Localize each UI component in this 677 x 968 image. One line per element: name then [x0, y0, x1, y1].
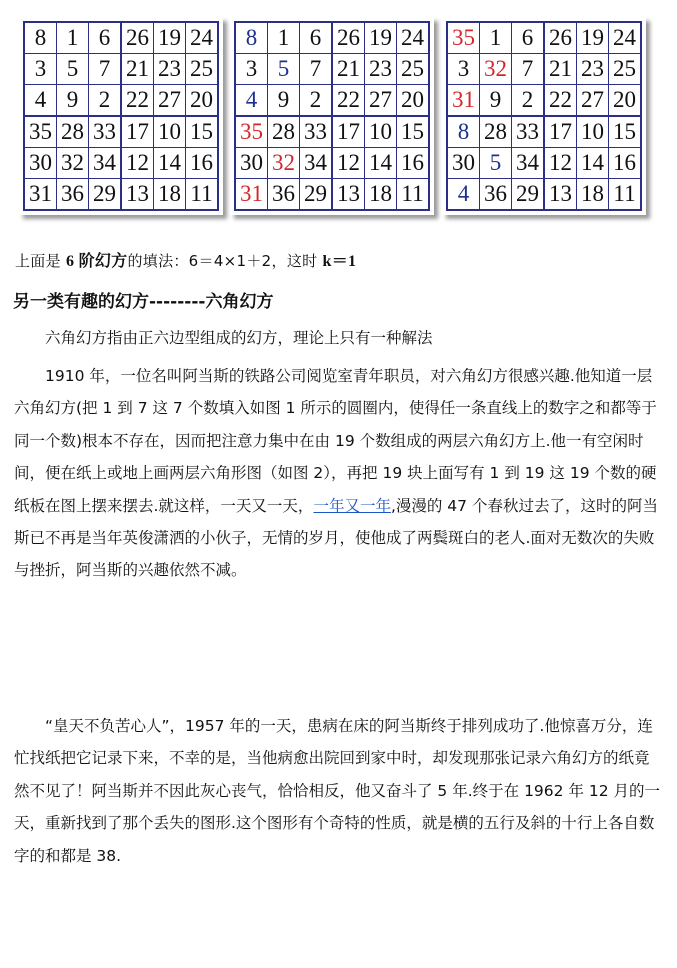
- grid-row: [447, 116, 641, 148]
- grid-cell: 4: [235, 85, 268, 117]
- grid-cell: 19: [154, 22, 186, 54]
- grid-cell: 6: [89, 22, 122, 54]
- grid-cell: 26: [544, 22, 577, 54]
- grid-cell: 6: [512, 22, 545, 54]
- grid-cell: 27: [577, 85, 609, 117]
- grid-row: [235, 148, 429, 179]
- grid-cell: 2: [512, 85, 545, 117]
- grid-cell: 11: [397, 179, 430, 211]
- grid-table: [446, 21, 642, 211]
- grid-cell: 23: [577, 54, 609, 85]
- grid-row: [235, 85, 429, 117]
- grid-cell: 28: [268, 116, 300, 148]
- grid-cell: 33: [300, 116, 333, 148]
- grid-cell: 22: [121, 85, 154, 117]
- grid-cell: 15: [609, 116, 642, 148]
- grid-cell: 26: [121, 22, 154, 54]
- grid-cell: 31: [24, 179, 57, 211]
- grid-cell: 9: [57, 85, 89, 117]
- grid-cell: 10: [577, 116, 609, 148]
- grid-cell: 28: [480, 116, 512, 148]
- grid-cell: 31: [447, 85, 480, 117]
- grid-cell: 7: [300, 54, 333, 85]
- grid-cell: 29: [89, 179, 122, 211]
- grid-cell: 6: [300, 22, 333, 54]
- grid-cell: 5: [480, 148, 512, 179]
- grid-row: [447, 22, 641, 54]
- grid-cell: 19: [365, 22, 397, 54]
- grid-cell: 17: [332, 116, 365, 148]
- grid-cell: 20: [186, 85, 219, 117]
- grid-cell: 10: [365, 116, 397, 148]
- grid-row: [24, 148, 218, 179]
- grid-cell: 19: [577, 22, 609, 54]
- grid-cell: 15: [397, 116, 430, 148]
- grid-cell: 29: [300, 179, 333, 211]
- grid-cell: 24: [397, 22, 430, 54]
- grid-cell: 8: [447, 116, 480, 148]
- grid-row: [447, 85, 641, 117]
- grid-row: [447, 54, 641, 85]
- grid-cell: 5: [268, 54, 300, 85]
- grid-cell: 35: [24, 116, 57, 148]
- magic-square-3: [442, 17, 646, 215]
- grid-cell: 36: [268, 179, 300, 211]
- grid-cell: 3: [235, 54, 268, 85]
- grid-cell: 30: [447, 148, 480, 179]
- grid-cell: 18: [577, 179, 609, 211]
- grid-row: [24, 179, 218, 211]
- story-text: [14, 360, 664, 587]
- grid-cell: 21: [121, 54, 154, 85]
- story-text-a: 1910 年，一位名叫阿当斯的铁路公司阅览室青年职员，对六角幻方很感兴趣.他知道一层六角幻方(把 1 到 7 这 7 个数填入如图 1 所示的圆圈内，使得任一条直线上的数字之和都等于同一个数)根本不存在，因而把注意力集中在由 19 个数组成的两层六角幻方上.他一有空闲时间，便在纸上或地上画两层六角形图（如图 2），再把 19 块上面写有 1 到 19 这 19 个数的硬纸板在图上摆来摆去.就这样，一天又一天，: [14, 367, 657, 515]
- grid-cell: 32: [480, 54, 512, 85]
- year-after-year-link[interactable]: 一年又一年: [313, 496, 391, 515]
- grid-cell: 11: [186, 179, 219, 211]
- grid-cell: 32: [57, 148, 89, 179]
- grid-cell: 7: [89, 54, 122, 85]
- grid-cell: 8: [24, 22, 57, 54]
- grid-cell: 9: [480, 85, 512, 117]
- grid-row: [447, 179, 641, 211]
- grid-cell: 17: [121, 116, 154, 148]
- grid-cell: 23: [365, 54, 397, 85]
- grid-cell: 22: [544, 85, 577, 117]
- story-paragraph: [14, 360, 664, 587]
- grid-row: [24, 22, 218, 54]
- grid-cell: 27: [365, 85, 397, 117]
- grid-cell: 17: [544, 116, 577, 148]
- caption-prefix: 上面是: [15, 252, 66, 270]
- grid-cell: 10: [154, 116, 186, 148]
- grid-cell: 13: [544, 179, 577, 211]
- grid-row: [24, 54, 218, 85]
- grid-table: [23, 21, 219, 211]
- grid-cell: 34: [300, 148, 333, 179]
- grid-table: [234, 21, 430, 211]
- ending-paragraph: [14, 710, 664, 872]
- grid-cell: 15: [186, 116, 219, 148]
- grid-cell: 11: [609, 179, 642, 211]
- magic-squares-figure: [0, 0, 677, 238]
- grid-row: [447, 148, 641, 179]
- grid-cell: 18: [154, 179, 186, 211]
- grid-cell: 13: [121, 179, 154, 211]
- grid-cell: 12: [121, 148, 154, 179]
- grid-cell: 25: [186, 54, 219, 85]
- figure-caption: [15, 248, 356, 271]
- grid-cell: 12: [544, 148, 577, 179]
- caption-middle: 的填法：6＝4×1＋2，这时: [127, 252, 323, 270]
- grid-cell: 18: [365, 179, 397, 211]
- grid-cell: 26: [332, 22, 365, 54]
- grid-cell: 14: [365, 148, 397, 179]
- grid-cell: 24: [609, 22, 642, 54]
- grid-cell: 33: [89, 116, 122, 148]
- grid-cell: 8: [235, 22, 268, 54]
- grid-cell: 1: [57, 22, 89, 54]
- grid-cell: 25: [609, 54, 642, 85]
- grid-cell: 20: [609, 85, 642, 117]
- grid-cell: 3: [24, 54, 57, 85]
- grid-cell: 4: [24, 85, 57, 117]
- intro-text: 六角幻方指由正六边型组成的幻方，理论上只有一种解法: [45, 329, 433, 347]
- grid-cell: 14: [154, 148, 186, 179]
- grid-cell: 24: [186, 22, 219, 54]
- caption-k: k＝1: [322, 253, 357, 270]
- grid-cell: 30: [24, 148, 57, 179]
- grid-cell: 12: [332, 148, 365, 179]
- grid-row: [235, 54, 429, 85]
- ending-text: “皇天不负苦心人”，1957 年的一天，患病在床的阿当斯终于排列成功了.他惊喜万分，连忙找纸把它记录下来，不幸的是，当他病愈出院回到家中时，却发现那张记录六角幻方的纸竟然不见了！阿当斯并不因此灰心丧气，恰恰相反，他又奋斗了 5 年.终于在 1962 年 12 月的一天，重新找到了那个丢失的图形.这个图形有个奇特的性质，就是横的五行及斜的十行上各自数字的和都是 38.: [14, 717, 661, 865]
- grid-cell: 36: [57, 179, 89, 211]
- grid-cell: 35: [235, 116, 268, 148]
- grid-cell: 23: [154, 54, 186, 85]
- grid-cell: 13: [332, 179, 365, 211]
- grid-cell: 3: [447, 54, 480, 85]
- grid-cell: 31: [235, 179, 268, 211]
- grid-cell: 29: [512, 179, 545, 211]
- magic-square-1: [19, 17, 223, 215]
- grid-cell: 14: [577, 148, 609, 179]
- grid-cell: 21: [332, 54, 365, 85]
- grid-cell: 20: [397, 85, 430, 117]
- grid-cell: 4: [447, 179, 480, 211]
- grid-cell: 36: [480, 179, 512, 211]
- grid-cell: 16: [397, 148, 430, 179]
- intro-paragraph: [14, 322, 664, 354]
- grid-row: [235, 116, 429, 148]
- grid-cell: 2: [89, 85, 122, 117]
- grid-cell: 21: [544, 54, 577, 85]
- grid-row: [235, 179, 429, 211]
- grid-cell: 35: [447, 22, 480, 54]
- grid-cell: 1: [268, 22, 300, 54]
- grid-row: [24, 116, 218, 148]
- grid-cell: 9: [268, 85, 300, 117]
- grid-cell: 28: [57, 116, 89, 148]
- grid-cell: 1: [480, 22, 512, 54]
- magic-square-2: [230, 17, 434, 215]
- grid-cell: 32: [268, 148, 300, 179]
- section-title: 另一类有趣的幻方--------六角幻方: [13, 292, 274, 312]
- grid-row: [24, 85, 218, 117]
- grid-cell: 22: [332, 85, 365, 117]
- grid-cell: 16: [609, 148, 642, 179]
- grid-cell: 2: [300, 85, 333, 117]
- grid-cell: 34: [89, 148, 122, 179]
- grid-cell: 7: [512, 54, 545, 85]
- grid-row: [235, 22, 429, 54]
- caption-order: 6 阶幻方: [65, 253, 128, 270]
- grid-cell: 33: [512, 116, 545, 148]
- grid-cell: 25: [397, 54, 430, 85]
- grid-cell: 34: [512, 148, 545, 179]
- grid-cell: 16: [186, 148, 219, 179]
- grid-cell: 30: [235, 148, 268, 179]
- story-text-b: ,漫漫的 47 个春秋过去了，这时的阿当斯已不再是当年英俊潇洒的小伙子，无情的岁月，使他成了两鬓斑白的老人.面对无数次的失败与挫折，阿当斯的兴趣依然不减。: [14, 496, 658, 580]
- grid-cell: 27: [154, 85, 186, 117]
- grid-cell: 5: [57, 54, 89, 85]
